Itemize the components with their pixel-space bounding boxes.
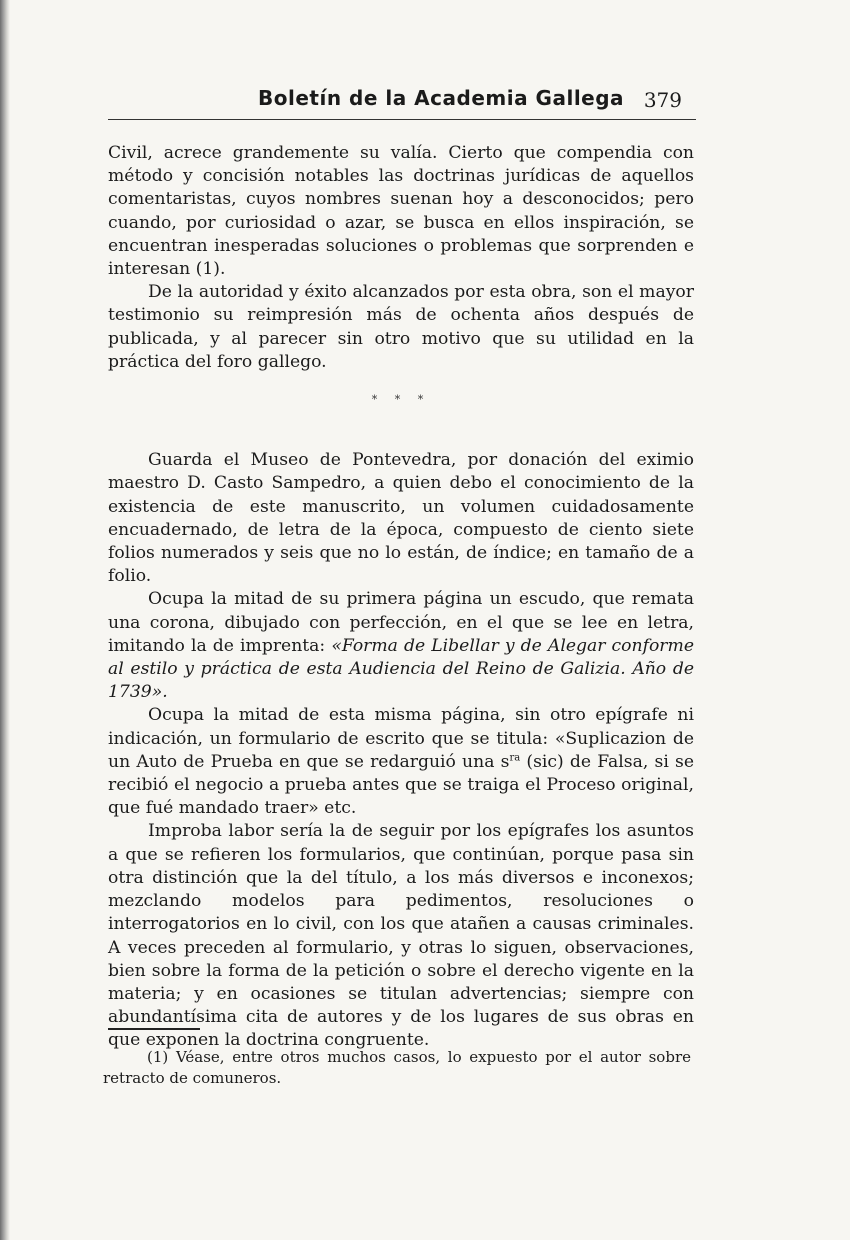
paragraph-4 (108, 588, 694, 704)
footnotes (103, 1047, 691, 1089)
paragraph-2: De la autoridad y éxito alcanzados por esta obra, son el mayor testimonio su reimpresión más de ochenta años después de publicada, y al parecer sin otro motivo que su utilidad en la práctica del foro gallego. (108, 282, 694, 372)
paragraph-1: Civil, acrece grandemente su valía. Cierto que compendia con método y concisión notables las doctrinas jurídicas de aquellos comentaristas, cuyos nombres suenan hoy a desconocidos; pero cuando, por curiosidad o azar, se busca en ellos inspiración, se encuentran inesperadas soluciones o problemas que sorprenden e interesan (1). (108, 143, 694, 280)
footnote-rule (108, 1028, 200, 1030)
paragraph-6: Improba labor sería la de seguir por los epígrafes los asuntos a que se refieren los formularios, que continúan, porque pasa sin otra distinción que la del título, a los más diversos e inconexos; mezclando modelos para pedimentos, resoluciones o interrogatorios en lo civil, con los que atañen a causas criminales. A veces preceden al formulario, y otras lo siguen, observaciones, bien sobre la forma de la petición o sobre el derecho vigente en la materia; y en ocasiones se titulan advertencias; siempre con abundantísima cita de autores y de los lugares de sus obras en que exponen la doctrina congruente. (108, 821, 694, 1051)
header-rule (108, 119, 696, 121)
journal-title: Boletín de la Academia Gallega (258, 86, 625, 110)
paragraph-4-quote: «Forma de Libellar y de Alegar conforme al estilo y práctica de esta Audiencia del Reino de Galizia. Año de 1739». (108, 635, 694, 703)
paragraph-4-text: Ocupa la mitad de su primera página un escudo, que remata una corona, dibujado con perfección, en el que se lee en letra, imitando la de imprenta: (108, 589, 694, 656)
running-header (108, 82, 696, 120)
section-separator: * * * (371, 393, 431, 407)
paragraph-5-after: (sic) de Falsa, si se recibió el negocio a prueba antes que se traiga el Proceso original, que fué mandado traer» etc. (108, 751, 695, 819)
body-text (108, 142, 694, 1053)
footnote-1: (1) Véase, entre otros muchos casos, lo expuesto por el autor sobre retracto de comuneros. (103, 1048, 691, 1087)
paragraph-5-superscript: ra (509, 752, 521, 764)
paragraph-3: Guarda el Museo de Pontevedra, por donación del eximio maestro D. Casto Sampedro, a quien debo el conocimiento de la existencia de este manuscrito, un volumen cuidadosamente encuadernado, de letra de la época, compuesto de ciento siete folios numerados y seis que no lo están, de índice; en tamaño de a folio. (108, 450, 694, 587)
paragraph-5-before: Ocupa la mitad de esta misma página, sin otro epígrafe ni indicación, un formulario de escrito que se titula: «Suplicazion de un Auto de Prueba en que se redarguió una s (108, 705, 694, 772)
page-number: 379 (643, 88, 682, 112)
paragraph-5 (108, 704, 694, 820)
